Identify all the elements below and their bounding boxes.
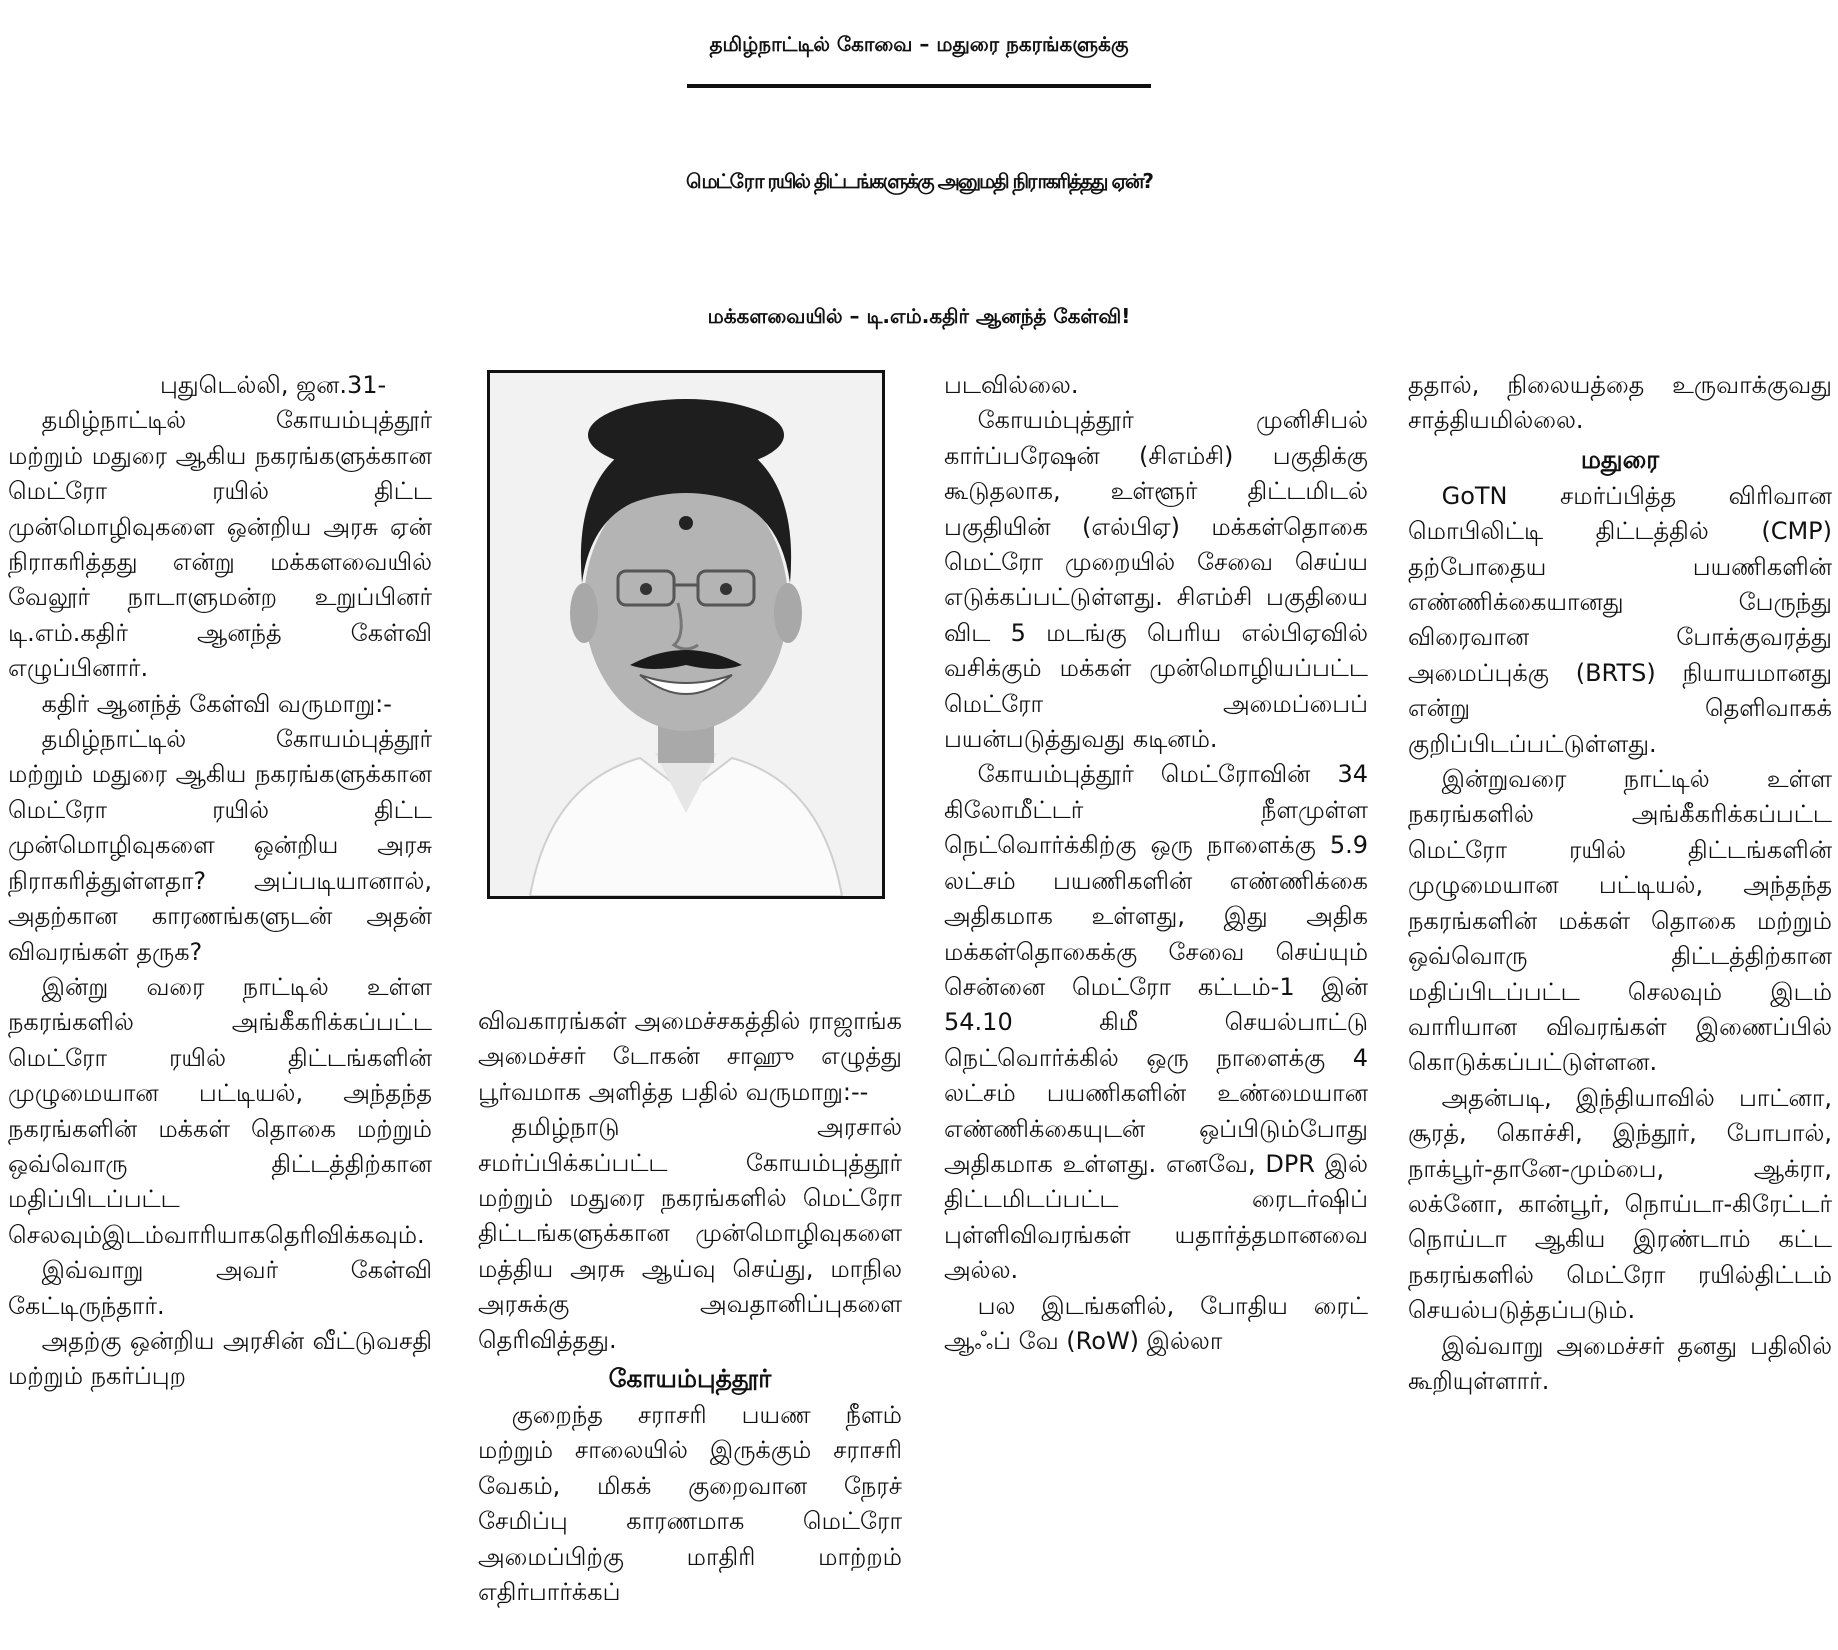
paragraph: விவகாரங்கள் அமைச்சகத்தில் ராஜாங்க அமைச்சர் டோகன் சாஹு எழுத்து பூர்வமாக அளித்த பதில் வருமாறு:-- [478, 1007, 902, 1106]
paragraph: படவில்லை. [944, 371, 1079, 399]
paragraph: தமிழ்நாட்டில் கோயம்புத்தூர் மற்றும் மதுரை ஆகிய நகரங்களுக்கான மெட்ரோ ரயில் திட்ட முன்மொழிவுகளை ஒன்றிய அரசு ஏன் நிராகரித்தது என்று மக்களவையில் வேலூர் நாடாளுமன்ற உறுப்பினர் டி.எம்.கதிர் ஆனந்த் கேள்வி எழுப்பினார். [8, 406, 432, 683]
article-column-4 [1408, 368, 1832, 1650]
sub-headline: மக்களவையில் – டி.எம்.கதிர் ஆனந்த் கேள்வி! [707, 304, 1131, 328]
paragraph: இவ்வாறு அமைச்சர் தனது பதிலில் கூறியுள்ளார். [1408, 1331, 1832, 1395]
paragraph: அதன்படி, இந்தியாவில் பாட்னா, சூரத், கொச்சி, இந்தூர், போபால், நாக்பூர்-தானே-மும்பை, ஆக்ரா, லக்னோ, கான்பூர், நொய்டா-கிரேட்டர் நொய்டா ஆகிய இரண்டாம் கட்ட நகரங்களில் மெட்ரோ ரயில்திட்டம் செயல்படுத்தப்படும். [1408, 1083, 1832, 1325]
article-column-2 [478, 1004, 902, 1650]
section-heading: மதுரை [1580, 444, 1660, 474]
paragraph: கோயம்புத்தூர் முனிசிபல் கார்ப்பரேஷன் (சிஎம்சி) பகுதிக்கு கூடுதலாக, உள்ளூர் திட்டமிடல் பகுதியின் (எல்பிஏ) மக்கள்தொகை மெட்ரோ முறையில் சேவை செய்ய எடுக்கப்பட்டுள்ளது. சிஎம்சி பகுதியை விட 5 மடங்கு பெரிய எல்பிஏவில் வசிக்கும் மக்கள் முன்மொழியப்பட்ட மெட்ரோ அமைப்பைப் பயன்படுத்துவது கடினம். [944, 406, 1368, 754]
section-heading: கோயம்புத்தூர் [608, 1364, 772, 1394]
portrait-photo [487, 370, 885, 899]
paragraph: இவ்வாறு அவர் கேள்வி கேட்டிருந்தார். [8, 1256, 432, 1320]
paragraph: கோயம்புத்தூர் மெட்ரோவின் 34 கிலோமீட்டர் நீளமுள்ள நெட்வொர்க்கிற்கு ஒரு நாளைக்கு 5.9 லட்சம் பயணிகளின் எண்ணிக்கை அதிகமாக உள்ளது, இது அதிக மக்கள்தொகைக்கு சேவை செய்யும் சென்னை மெட்ரோ கட்டம்-1 இன் 54.10 கிமீ செயல்பாட்டு நெட்வொர்க்கில் ஒரு நாளைக்கு 4 லட்சம் பயணிகளின் உண்மையான எண்ணிக்கையுடன் ஒப்பிடும்போது அதிகமாக உள்ளது. எனவே, DPR இல் திட்டமிடப்பட்ட ரைடர்ஷிப் புள்ளிவிவரங்கள் யதார்த்தமானவை அல்ல. [944, 760, 1368, 1285]
paragraph: அதற்கு ஒன்றிய அரசின் வீட்டுவசதி மற்றும் நகர்ப்புற [8, 1326, 432, 1391]
paragraph: GoTN சமர்ப்பித்த விரிவான மொபிலிட்டி திட்டத்தில் (CMP) தற்போதைய பயணிகளின் எண்ணிக்கையானது பேருந்து விரைவான போக்குவரத்து அமைப்புக்கு (BRTS) நியாயமானது என்று தெளிவாகக் குறிப்பிடப்பட்டுள்ளது. [1408, 481, 1832, 758]
paragraph: தமிழ்நாட்டில் கோயம்புத்தூர் மற்றும் மதுரை ஆகிய நகரங்களுக்கான மெட்ரோ ரயில் திட்ட முன்மொழிவுகளை ஒன்றிய அரசு நிராகரித்துள்ளதா? அப்படியானால், அதற்கான காரணங்களுடன் அதன் விவரங்கள் தருக? [8, 725, 432, 966]
paragraph: இன்றுவரை நாட்டில் உள்ள நகரங்களில் அங்கீகரிக்கப்பட்ட மெட்ரோ ரயில் திட்டங்களின் முழுமையான பட்டியல், அந்தந்த நகரங்களின் மக்கள் தொகை மற்றும் ஒவ்வொரு திட்டத்திற்கான மதிப்பிடப்பட்ட செலவும் இடம் வாரியான விவரங்கள் இணைப்பில் கொடுக்கப்பட்டுள்ளன. [1408, 765, 1832, 1077]
paragraph: ததால், நிலையத்தை உருவாக்குவது சாத்தியமில்லை. [1408, 371, 1832, 435]
kicker-headline: தமிழ்நாட்டில் கோவை – மதுரை நகரங்களுக்கு [0, 6, 1838, 88]
paragraph: பல இடங்களில், போதிய ரைட் ஆஃப் வே (RoW) இல்லா [944, 1291, 1368, 1355]
article-column-3 [944, 368, 1368, 1650]
main-headline: மெட்ரோ ரயில் திட்டங்களுக்கு அனுமதி நிராகரித்தது ஏன்? [685, 169, 1153, 193]
article-column-1 [8, 368, 432, 1650]
dateline: புதுடெல்லி, ஜன.31- [160, 371, 387, 399]
paragraph: இன்று வரை நாட்டில் உள்ள நகரங்களில் அங்கீகரிக்கப்பட்ட மெட்ரோ ரயில் திட்டங்களின் முழுமையான பட்டியல், அந்தந்த நகரங்களின் மக்கள் தொகை மற்றும் ஒவ்வொரு திட்டத்திற்கான மதிப்பிடப்பட்ட செலவும்இடம்வாரியாகதெரிவிக்கவும். [8, 972, 432, 1249]
paragraph: கதிர் ஆனந்த் கேள்வி வருமாறு:- [41, 689, 392, 718]
portrait-illustration [490, 373, 882, 896]
paragraph: குறைந்த சராசரி பயண நீளம் மற்றும் சாலையில் இருக்கும் சராசரி வேகம், மிகக் குறைவான நேரச் சேமிப்பு காரணமாக மெட்ரோ அமைப்பிற்கு மாதிரி மாற்றம் எதிர்பார்க்கப் [478, 1401, 902, 1607]
paragraph: தமிழ்நாடு அரசால் சமர்ப்பிக்கப்பட்ட கோயம்புத்தூர் மற்றும் மதுரை நகரங்களில் மெட்ரோ திட்டங்களுக்கான முன்மொழிவுகளை மத்திய அரசு ஆய்வு செய்து, மாநில அரசுக்கு அவதானிப்புகளை தெரிவித்தது. [478, 1113, 902, 1354]
